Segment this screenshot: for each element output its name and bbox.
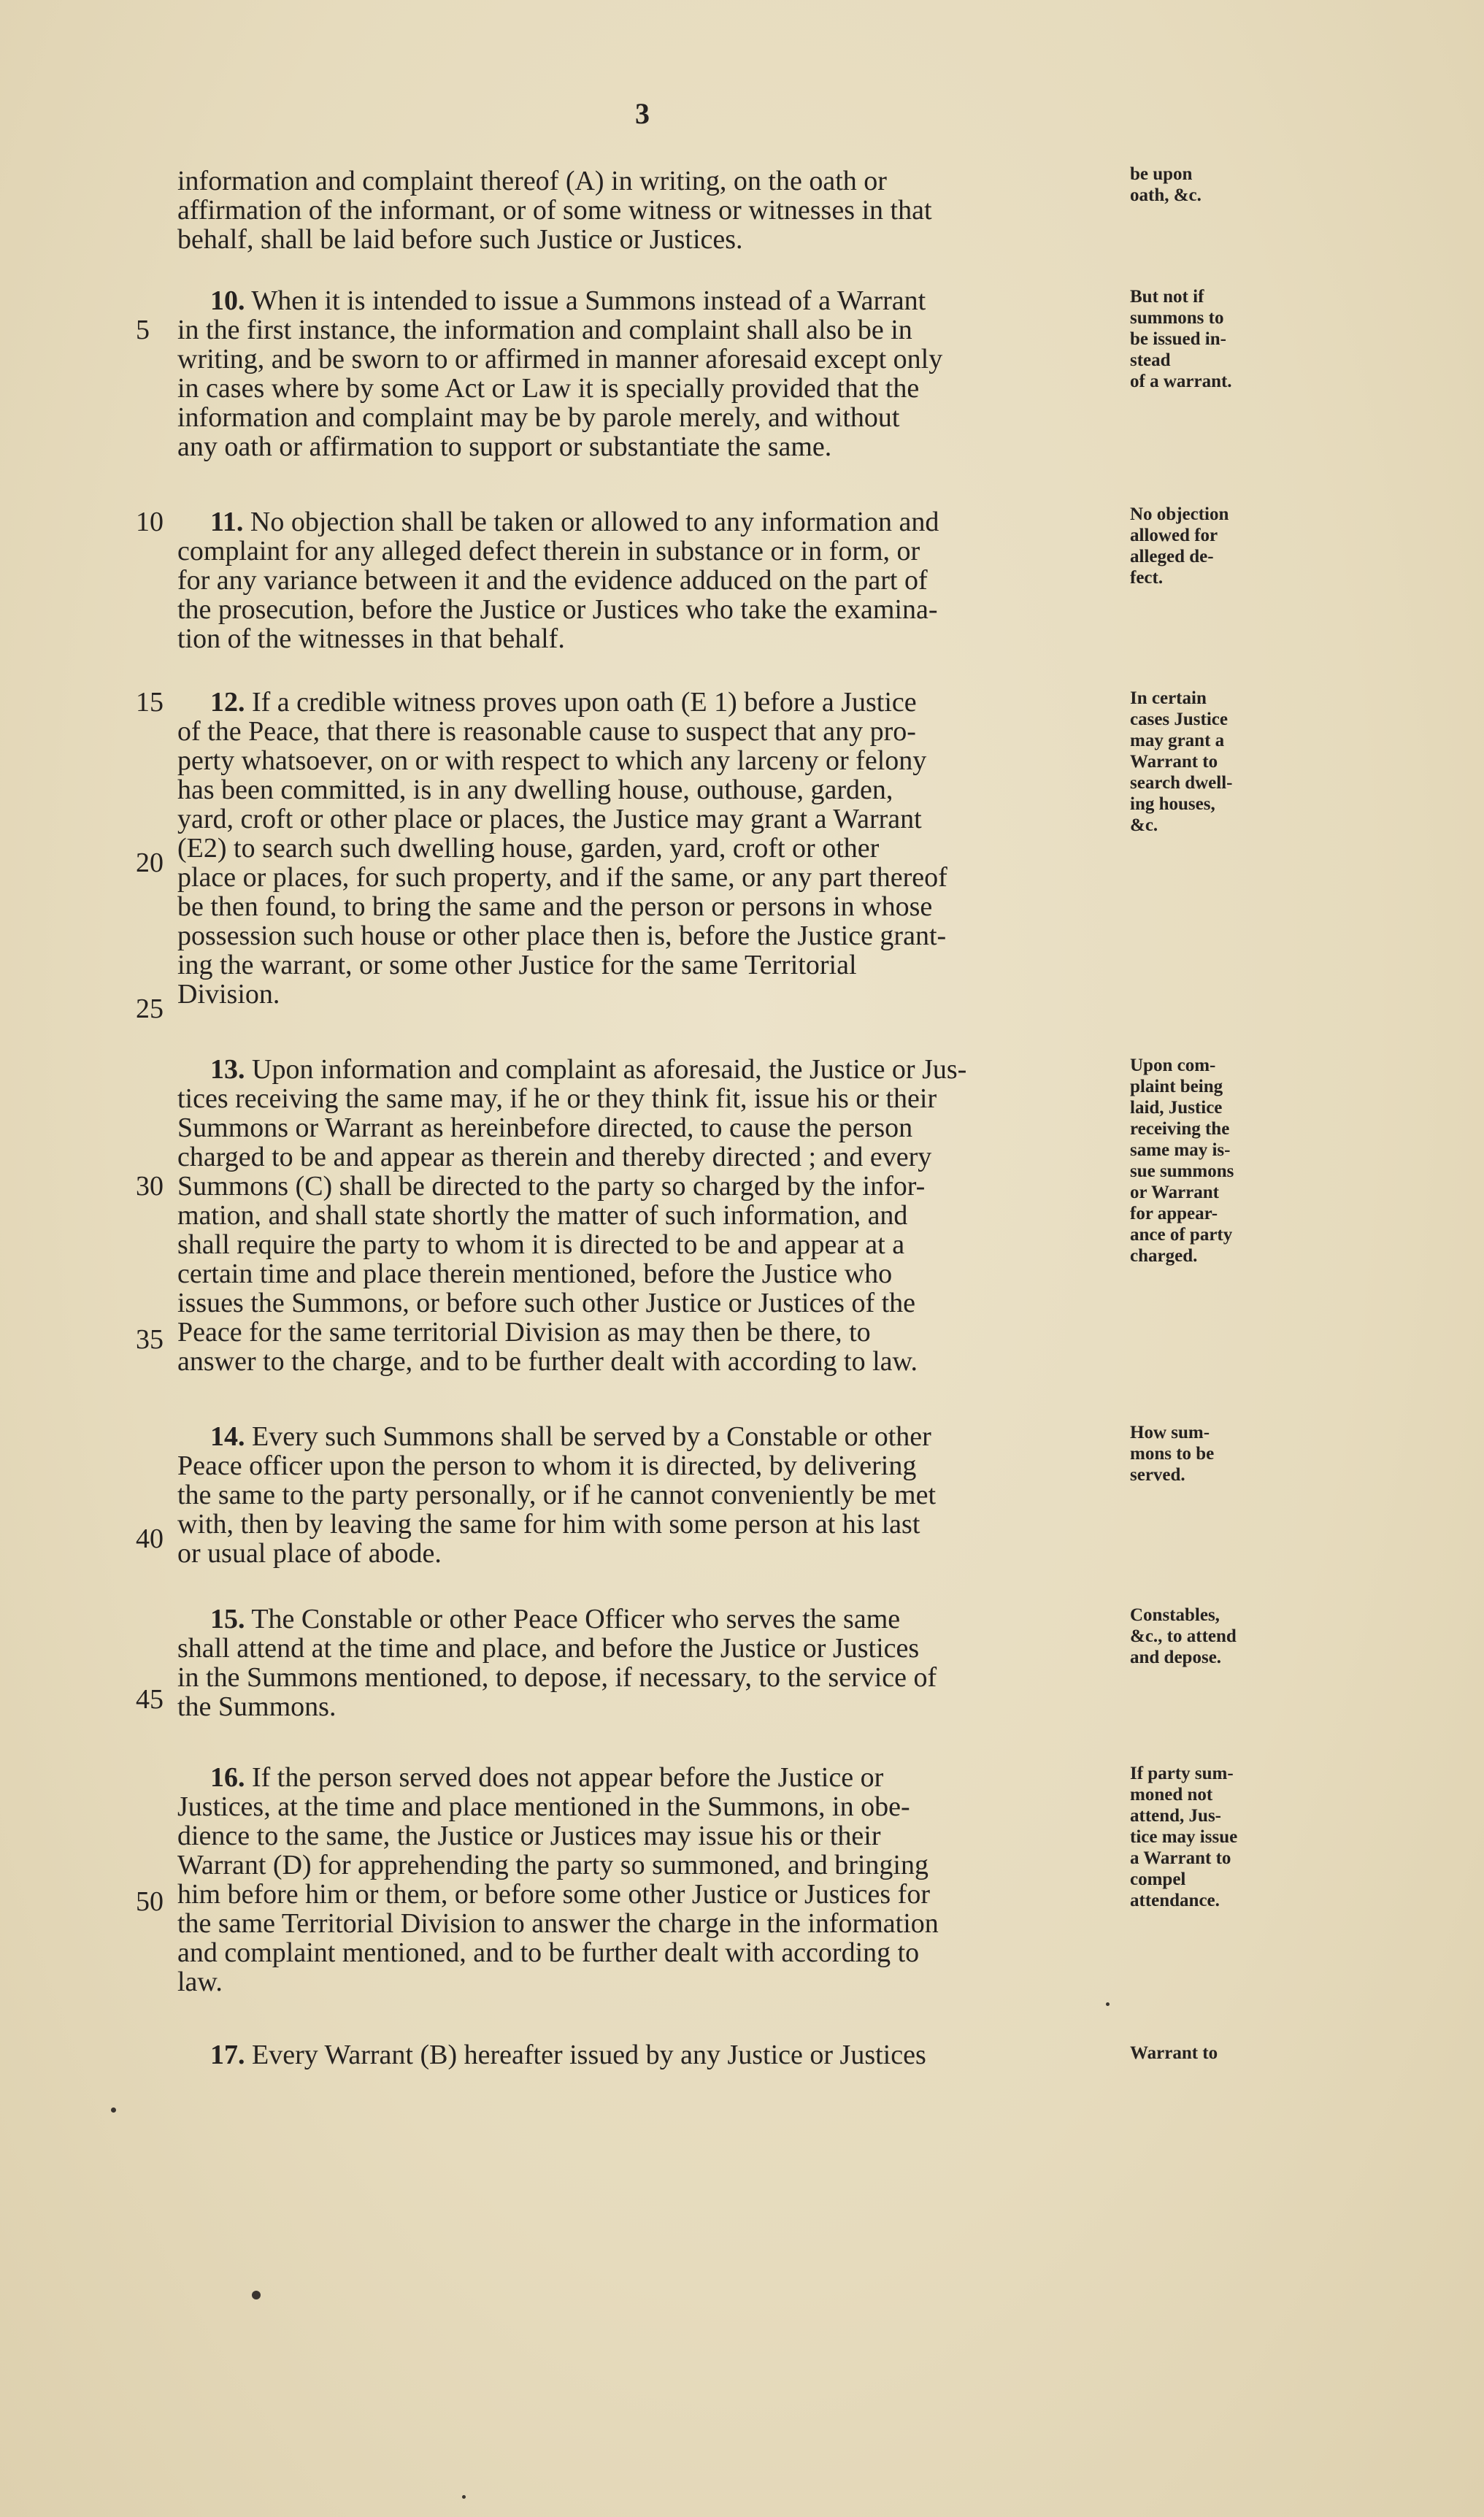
section-12-line: be then found, to bring the same and the person or persons in whose bbox=[177, 891, 933, 922]
section-text: If the person served does not appear before the Justice or bbox=[252, 1762, 884, 1793]
marginal-note-line: search dwell- bbox=[1130, 773, 1233, 793]
section-10-line: in cases where by some Act or Law it is specially provided that the bbox=[177, 373, 920, 404]
marginal-note-line: allowed for bbox=[1130, 526, 1218, 545]
marginal-note-line: If party sum- bbox=[1130, 1764, 1234, 1783]
section-number: 16. bbox=[210, 1762, 245, 1793]
marginal-note bbox=[1130, 504, 1327, 588]
section-14-line bbox=[210, 1422, 1152, 1451]
marginal-note bbox=[1130, 1055, 1327, 1267]
marginal-note-line: be upon bbox=[1130, 164, 1193, 184]
marginal-note-line: attend, Jus- bbox=[1130, 1806, 1222, 1826]
section-15-line: shall attend at the time and place, and before the Justice or Justices bbox=[177, 1633, 920, 1664]
section-16-line: Warrant (D) for apprehending the party so summoned, and bringing bbox=[177, 1850, 929, 1880]
line-number: 10 bbox=[136, 507, 164, 537]
paper-speck bbox=[111, 2107, 116, 2113]
section-13-line: Summons or Warrant as hereinbefore directed, to cause the person bbox=[177, 1113, 913, 1143]
line-number: 30 bbox=[136, 1171, 164, 1202]
marginal-note-line: How sum- bbox=[1130, 1423, 1210, 1442]
marginal-note-line: charged. bbox=[1130, 1246, 1198, 1266]
marginal-note bbox=[1130, 1422, 1327, 1486]
marginal-note-line: Warrant to bbox=[1130, 752, 1218, 772]
section-13-line bbox=[210, 1055, 1152, 1084]
section-12-line: of the Peace, that there is reasonable cause to suspect that any pro- bbox=[177, 716, 916, 747]
marginal-note-line: moned not bbox=[1130, 1785, 1213, 1805]
line-number: 25 bbox=[136, 994, 164, 1024]
marginal-note-line: same may is- bbox=[1130, 1140, 1231, 1160]
section-13-line: Summons (C) shall be directed to the party so charged by the infor- bbox=[177, 1171, 926, 1202]
marginal-note-line: receiving the bbox=[1130, 1119, 1230, 1139]
section-text: Upon information and complaint as aforesaid, the Justice or Jus- bbox=[252, 1054, 967, 1085]
section-16-line: Justices, at the time and place mentioned in the Summons, in obe- bbox=[177, 1791, 910, 1822]
section-number: 10. bbox=[210, 285, 245, 316]
marginal-note-line: stead bbox=[1130, 350, 1171, 370]
marginal-note bbox=[1130, 1605, 1327, 1668]
section-text: Every such Summons shall be served by a Constable or other bbox=[252, 1421, 931, 1452]
section-13-line: certain time and place therein mentioned, before the Justice who bbox=[177, 1258, 893, 1289]
line-number: 50 bbox=[136, 1886, 164, 1917]
section-14-line: the same to the party personally, or if he cannot conveniently be met bbox=[177, 1480, 937, 1510]
paragraph-continued-line: affirmation of the informant, or of some witness or witnesses in that bbox=[177, 195, 932, 226]
marginal-note-line: sue summons bbox=[1130, 1161, 1234, 1181]
section-12-line: possession such house or other place then is, before the Justice grant- bbox=[177, 921, 947, 951]
marginal-note-line: of a warrant. bbox=[1130, 372, 1232, 391]
section-number: 13. bbox=[210, 1054, 245, 1085]
section-12-line: perty whatsoever, on or with respect to which any larceny or felony bbox=[177, 745, 927, 776]
section-13-line: Peace for the same territorial Division as may then be there, to bbox=[177, 1317, 871, 1348]
marginal-note bbox=[1130, 2043, 1327, 2064]
section-13-line: issues the Summons, or before such other Justice or Justices of the bbox=[177, 1288, 916, 1318]
section-16-line: and complaint mentioned, and to be further dealt with according to bbox=[177, 1937, 920, 1968]
section-16-line: the same Territorial Division to answer the charge in the information bbox=[177, 1908, 939, 1939]
line-number: 15 bbox=[136, 687, 164, 718]
page-number: 3 bbox=[635, 97, 650, 130]
section-16-line: dience to the same, the Justice or Justices may issue his or their bbox=[177, 1821, 881, 1851]
section-number: 15. bbox=[210, 1604, 245, 1634]
section-15-line: the Summons. bbox=[177, 1691, 337, 1722]
marginal-note-line: tice may issue bbox=[1130, 1827, 1238, 1847]
paragraph-continued-line: information and complaint thereof (A) in writing, on the oath or bbox=[177, 166, 887, 196]
section-14-line: with, then by leaving the same for him with some person at his last bbox=[177, 1509, 920, 1540]
marginal-note-line: Warrant to bbox=[1130, 2043, 1218, 2063]
section-11-line: complaint for any alleged defect therein in substance or in form, or bbox=[177, 536, 920, 566]
marginal-note-line: Upon com- bbox=[1130, 1056, 1216, 1075]
section-14-line: or usual place of abode. bbox=[177, 1538, 442, 1569]
marginal-note-line: No objection bbox=[1130, 504, 1229, 524]
line-number: 35 bbox=[136, 1324, 164, 1355]
paper-speck bbox=[462, 2495, 466, 2499]
marginal-note-line: ing houses, bbox=[1130, 794, 1215, 814]
section-12-line: (E2) to search such dwelling house, garden, yard, croft or other bbox=[177, 833, 880, 864]
section-text: When it is intended to issue a Summons instead of a Warrant bbox=[251, 285, 926, 316]
line-number: 40 bbox=[136, 1523, 164, 1554]
marginal-note-line: &c., to attend bbox=[1130, 1626, 1237, 1646]
section-10-line bbox=[210, 286, 1152, 315]
section-11-line bbox=[210, 507, 1152, 537]
line-number: 45 bbox=[136, 1684, 164, 1715]
section-11-line: the prosecution, before the Justice or Justices who take the examina- bbox=[177, 594, 938, 625]
section-number: 17. bbox=[210, 2040, 245, 2070]
marginal-note-line: summons to bbox=[1130, 308, 1224, 328]
section-11-line: tion of the witnesses in that behalf. bbox=[177, 623, 565, 654]
section-text: No objection shall be taken or allowed to any information and bbox=[250, 507, 939, 537]
section-number: 12. bbox=[210, 687, 245, 718]
line-number: 20 bbox=[136, 848, 164, 878]
marginal-note-line: a Warrant to bbox=[1130, 1848, 1231, 1868]
marginal-note-line: But not if bbox=[1130, 287, 1204, 307]
marginal-note-line: mons to be bbox=[1130, 1444, 1215, 1464]
marginal-note-line: compel bbox=[1130, 1870, 1186, 1889]
marginal-note-line: laid, Justice bbox=[1130, 1098, 1223, 1118]
section-12-line: Division. bbox=[177, 979, 280, 1010]
section-16-line bbox=[210, 1763, 1152, 1792]
paper-speck bbox=[252, 2291, 261, 2299]
marginal-note-line: fect. bbox=[1130, 568, 1164, 588]
section-number: 11. bbox=[210, 507, 244, 537]
marginal-note-line: alleged de- bbox=[1130, 547, 1214, 566]
marginal-note-line: may grant a bbox=[1130, 731, 1225, 750]
section-13-line: mation, and shall state shortly the matter of such information, and bbox=[177, 1200, 908, 1231]
section-10-line: information and complaint may be by parole merely, and without bbox=[177, 402, 900, 433]
section-12-line: ing the warrant, or some other Justice for the same Territorial bbox=[177, 950, 857, 980]
section-12-line bbox=[210, 688, 1152, 717]
marginal-note-line: and depose. bbox=[1130, 1648, 1222, 1667]
marginal-note-line: oath, &c. bbox=[1130, 185, 1202, 205]
marginal-note-line: cases Justice bbox=[1130, 710, 1228, 729]
section-15-line bbox=[210, 1605, 1152, 1634]
section-17-line bbox=[210, 2040, 1152, 2070]
marginal-note-line: plaint being bbox=[1130, 1077, 1223, 1096]
section-16-line: law. bbox=[177, 1967, 223, 1997]
section-13-line: charged to be and appear as therein and thereby directed ; and every bbox=[177, 1142, 932, 1172]
marginal-note-line: for appear- bbox=[1130, 1204, 1218, 1223]
section-14-line: Peace officer upon the person to whom it is directed, by delivering bbox=[177, 1450, 917, 1481]
section-13-line: answer to the charge, and to be further dealt with according to law. bbox=[177, 1346, 918, 1377]
marginal-note-line: In certain bbox=[1130, 688, 1207, 708]
section-15-line: in the Summons mentioned, to depose, if necessary, to the service of bbox=[177, 1662, 937, 1693]
marginal-note bbox=[1130, 1763, 1327, 1911]
section-10-line: writing, and be sworn to or affirmed in manner aforesaid except only bbox=[177, 344, 943, 374]
marginal-note bbox=[1130, 688, 1327, 836]
marginal-note-line: attendance. bbox=[1130, 1891, 1220, 1910]
section-13-line: tices receiving the same may, if he or they think fit, issue his or their bbox=[177, 1083, 937, 1114]
section-13-line: shall require the party to whom it is directed to be and appear at a bbox=[177, 1229, 905, 1260]
section-text: The Constable or other Peace Officer who serves the same bbox=[251, 1604, 901, 1634]
marginal-note-line: Constables, bbox=[1130, 1605, 1220, 1625]
paragraph-continued-line: behalf, shall be laid before such Justice or Justices. bbox=[177, 224, 743, 255]
marginal-note bbox=[1130, 164, 1327, 206]
section-11-line: for any variance between it and the evidence adduced on the part of bbox=[177, 565, 928, 596]
marginal-note-line: be issued in- bbox=[1130, 329, 1226, 349]
section-12-line: yard, croft or other place or places, the Justice may grant a Warrant bbox=[177, 804, 922, 834]
section-text: If a credible witness proves upon oath (E 1) before a Justice bbox=[252, 687, 917, 718]
section-12-line: has been committed, is in any dwelling house, outhouse, garden, bbox=[177, 775, 893, 805]
section-10-line: any oath or affirmation to support or substantiate the same. bbox=[177, 431, 832, 462]
section-12-line: place or places, for such property, and if the same, or any part thereof bbox=[177, 862, 947, 893]
section-number: 14. bbox=[210, 1421, 245, 1452]
marginal-note-line: &c. bbox=[1130, 815, 1158, 835]
marginal-note-line: or Warrant bbox=[1130, 1183, 1219, 1202]
marginal-note-line: served. bbox=[1130, 1465, 1185, 1485]
section-16-line: him before him or them, or before some other Justice or Justices for bbox=[177, 1879, 930, 1910]
marginal-note-line: ance of party bbox=[1130, 1225, 1233, 1245]
section-text: Every Warrant (B) hereafter issued by any Justice or Justices bbox=[252, 2040, 926, 2070]
marginal-note bbox=[1130, 286, 1327, 392]
line-number: 5 bbox=[136, 315, 150, 345]
paper-speck bbox=[1106, 2002, 1110, 2006]
section-10-line: in the first instance, the information and complaint shall also be in bbox=[177, 315, 912, 345]
